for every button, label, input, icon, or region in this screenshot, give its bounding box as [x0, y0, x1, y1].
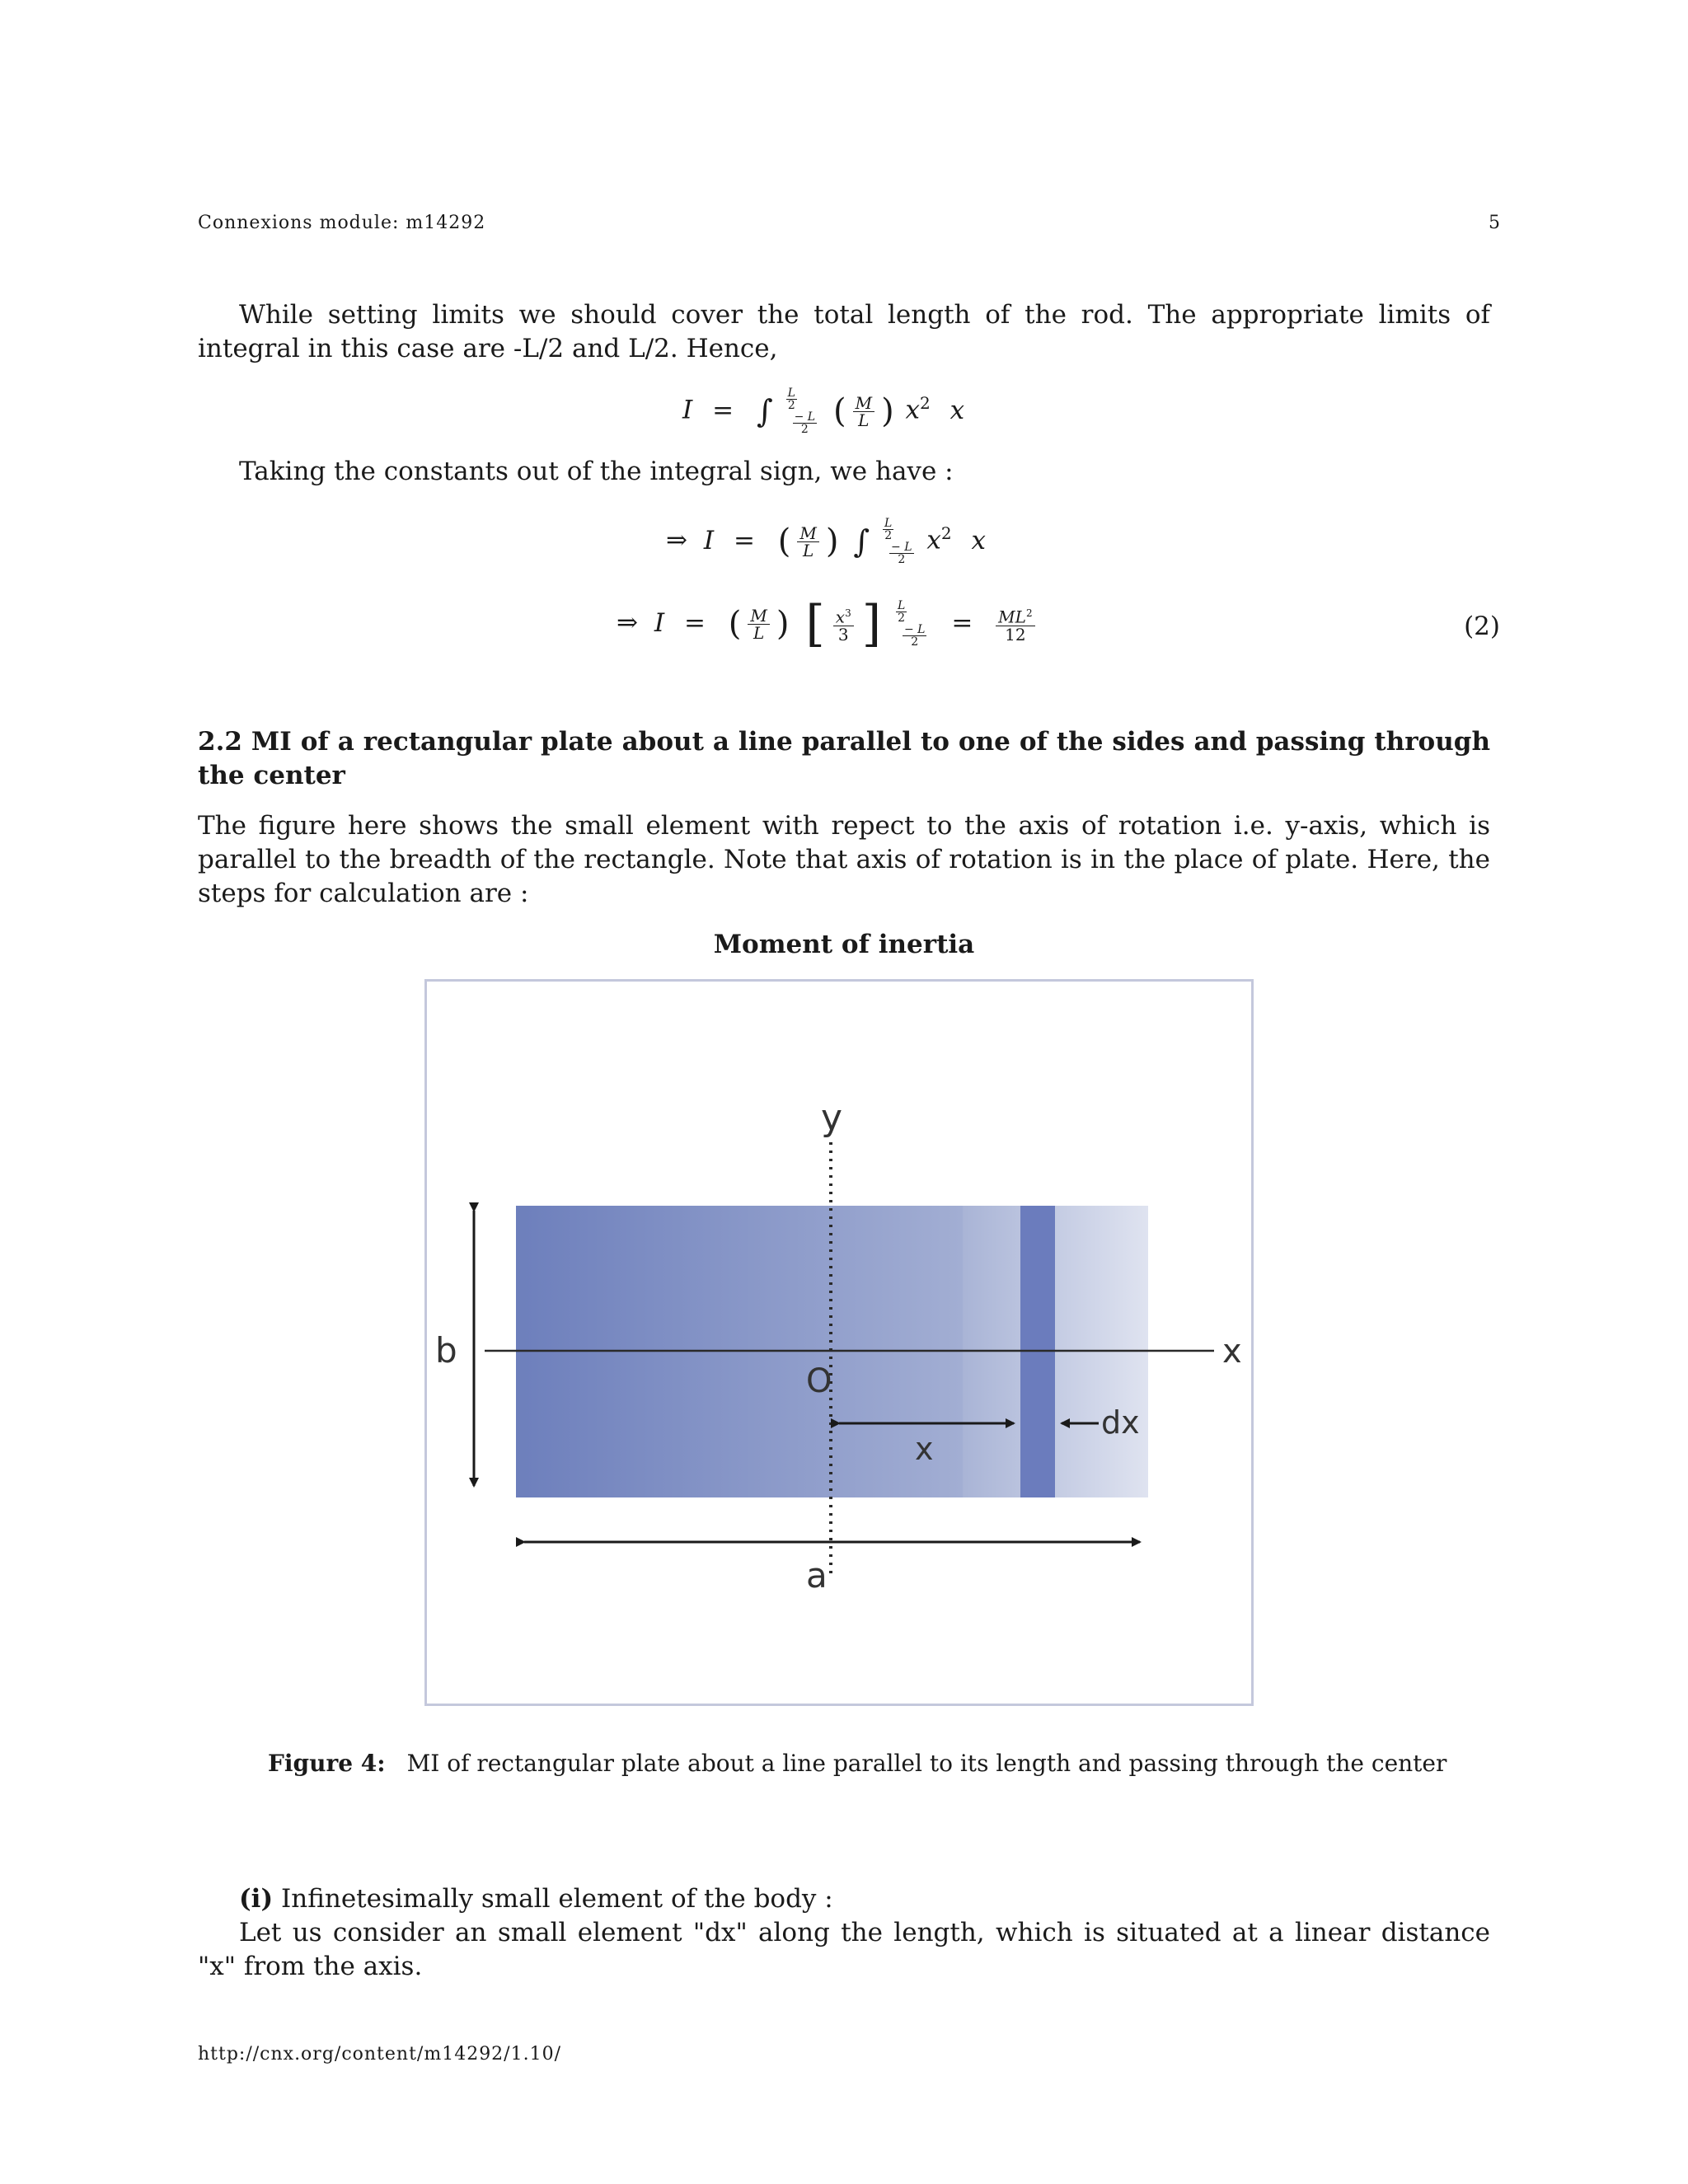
equation-3: ⇒ I = ( $\frac{M}{L}$ ) [ $\frac{x^3}{3}$ ] $\frac{L}{2}$ $\frac{- L}{2}$ = $\frac{ML^2}{12}$: [617, 595, 1039, 653]
paragraph-constants: Taking the constants out of the integral sign, we have :: [239, 457, 954, 486]
equation-2: ⇒ I = ( $\frac{M}{L}$ ) ∫ $\frac{L}{2}$ $\frac{- L}{2}$ $x^2$ x: [666, 517, 986, 566]
paragraph-element: Let us consider an small element "dx" along the length, which is situated at a linear distance "x" from the axis.: [198, 1918, 1490, 1981]
label-x-axis: x: [1222, 1333, 1242, 1371]
page-number: 5: [1489, 213, 1500, 233]
paragraph-figure-intro: The figure here shows the small element with repect to the axis of rotation i.e. y-axis, which is parallel to the breadth of the rectangle. Note that axis of rotation is in the place of plate. Here, the steps for calculation are :: [198, 811, 1490, 908]
plate-diagram: [427, 982, 1251, 1704]
equation-1: I = ∫ $\frac{L}{2}$ $\frac{- L}{2}$ ( $\frac{M}{L}$ ) $x^2$ x: [682, 387, 965, 436]
caption-text: MI of rectangular plate about a line parallel to its length and passing through the center: [406, 1750, 1447, 1777]
paragraph-limits: While setting limits we should cover the total length of the rod. The appropriate limits of integral in this case are -L/2 and L/2. Hence,: [198, 300, 1490, 363]
label-y: y: [821, 1097, 843, 1139]
label-x-distance: x: [915, 1431, 934, 1467]
header-module: Connexions module: m14292: [198, 213, 486, 233]
figure-rectangular-plate: [424, 979, 1254, 1706]
caption-label: Figure 4:: [268, 1750, 386, 1777]
footer-url[interactable]: http://cnx.org/content/m14292/1.10/: [198, 2044, 561, 2064]
figure-title: Moment of inertia: [713, 930, 975, 959]
label-b: b: [435, 1330, 457, 1371]
label-a: a: [806, 1555, 828, 1596]
label-origin: O: [806, 1362, 832, 1400]
figure-caption: [268, 1750, 1447, 1777]
label-dx: dx: [1101, 1404, 1140, 1441]
step-1: [198, 1882, 1490, 1916]
section-heading: 2.2 MI of a rectangular plate about a line parallel to one of the sides and passing through the center: [198, 727, 1490, 790]
step-1-text: Infinetesimally small element of the body :: [273, 1884, 833, 1914]
step-1-label: (i): [239, 1884, 274, 1914]
equation-number: (2): [1464, 612, 1500, 641]
